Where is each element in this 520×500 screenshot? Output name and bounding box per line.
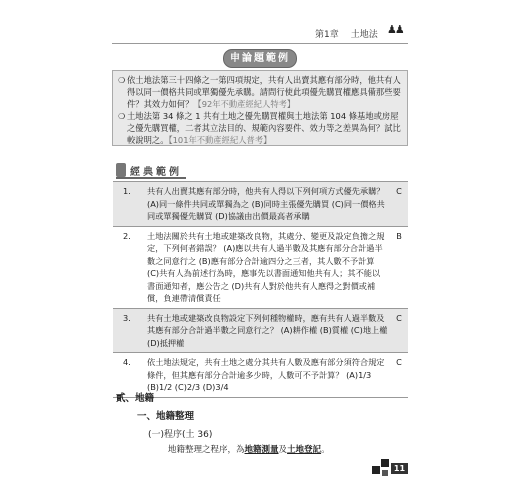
question-text: 共有土地或建築改良物設定下列何種物權時，應有共有人過半數及其應有部分合計過半數之同意行之？ (A)耕作權 (B)質權 (C)地上權 (D)抵押權 xyxy=(147,312,388,348)
essay-item xyxy=(118,111,402,146)
question-number: 2. xyxy=(123,230,131,241)
section-heading: 貳、地籍 xyxy=(116,393,155,404)
example-questions-table xyxy=(113,181,408,398)
examples-title-text: 經典範例 xyxy=(130,167,182,178)
header-rule xyxy=(112,43,408,44)
item-text-mid: 及 xyxy=(278,445,288,455)
item-text xyxy=(168,443,330,455)
question-answer: C xyxy=(396,357,402,367)
question-answer: C xyxy=(396,312,402,323)
chapter-header xyxy=(315,27,390,40)
circle-bullet-icon: ❍ xyxy=(118,112,126,122)
question-number: 1. xyxy=(123,186,131,196)
chapter-label: 第1章 xyxy=(315,30,339,40)
table-row xyxy=(113,308,408,353)
question-answer: C xyxy=(396,186,402,196)
corner-square-decoration xyxy=(382,470,388,476)
item-text-term-1: 地籍測量 xyxy=(244,445,279,455)
subsection-heading: 一、地籍整理 xyxy=(137,411,195,422)
chapter-title: 土地法 xyxy=(350,30,378,40)
essay-questions-box xyxy=(112,70,408,146)
essay-text: 土地法第 34 條之 1 共有土地之優先購買權與土地法第 104 條基地或房屋之優先購買權，二者其立法目的、規範內容要件、效力等之差異為何？試比較說明之。 xyxy=(127,111,401,145)
corner-square-decoration xyxy=(381,459,389,467)
page-number: 11 xyxy=(391,463,408,474)
figures-logo-icon: ♟♟ xyxy=(387,23,403,36)
corner-square-decoration xyxy=(372,466,380,474)
question-text: 土地法關於共有土地或建築改良物，其處分、變更及設定負擔之規定，下列何者錯誤？ (A)應以共有人過半數及其應有部分合計過半數之同意行之 (B)應有部分合計逾四分之三者，其人數不予計算 (C)共有人為前述行為時，應事先以書面通知他共有人；其不能以書面通知者，應公告之 (D)共有人對於他共有人應得之對價或補償，負連帶清償責任 xyxy=(147,230,385,303)
essay-ref: 【101年不動產經紀人普考】 xyxy=(168,134,272,145)
question-number: 3. xyxy=(123,312,131,323)
table-row xyxy=(113,353,408,398)
essay-text: 依土地法第三十四條之一第四項規定，共有人出賣其應有部分時，他共有人得以同一價格共同或單獨優先承購。請問行使此項優先購買權應具備那些要件？其效力如何？ xyxy=(127,75,401,109)
question-text: 共有人出賣其應有部分時，他共有人得以下列何項方式優先承購？ (A)同一條件共同或單獨為之 (B)同時主張優先購買 (C)同一價格共同或單獨優先購買 (D)協議由出價最高者承購 xyxy=(147,186,385,221)
item-text-term-2: 土地登記 xyxy=(287,445,322,455)
question-text: 依土地法規定，共有土地之處分其共有人數及應有部分須符合規定條件，但其應有部分合計逾多少時，人數可不予計算？ (A)1/3 (B)1/2 (C)2/3 (D)3/4 xyxy=(147,357,385,392)
essay-item xyxy=(118,75,402,110)
item-text-suffix: 。 xyxy=(321,445,330,455)
tab-decoration xyxy=(116,163,126,177)
essay-ref: 【92年不動產經紀人特考】 xyxy=(193,98,296,109)
question-answer: B xyxy=(396,230,402,241)
item-text-prefix: 地籍整理之程序，為 xyxy=(168,445,245,455)
essay-section-title: 申論題範例 xyxy=(223,49,297,68)
table-row xyxy=(113,226,408,308)
item-label: (一)程序(土 36) xyxy=(148,430,213,440)
examples-section-title xyxy=(116,163,186,179)
question-number: 4. xyxy=(123,357,131,367)
table-row xyxy=(113,182,408,227)
circle-bullet-icon: ❍ xyxy=(118,76,126,85)
